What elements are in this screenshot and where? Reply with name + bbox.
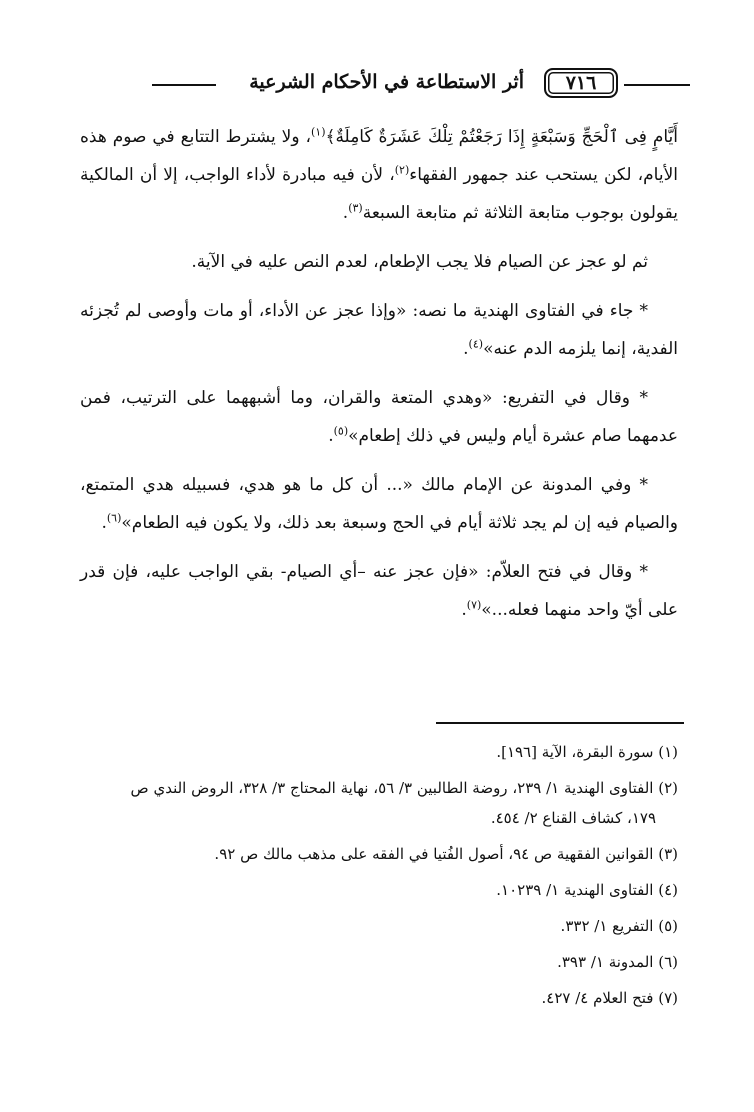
footnote-1: (١) سورة البقرة، الآية [١٩٦]. — [496, 743, 678, 761]
footnote-3: (٣) القوانين الفقهية ص ٩٤، أصول الفُتيا في الفقه على مذهب مالك ص ٩٢. — [214, 845, 678, 863]
page-number: ٧١٦ — [544, 68, 618, 98]
footnote-ref: (٧) — [466, 598, 482, 612]
header-rule-left — [152, 84, 216, 86]
footnote-6: (٦) المدونة ١/ ٣٩٣. — [557, 953, 678, 971]
quran-quote: أَيَّامٍ فِى ٱلْحَجِّ وَسَبْعَةٍ إِذَا رَجَعْتُمْ تِلْكَ عَشَرَةٌ كَامِلَةٌ﴾ — [325, 127, 678, 147]
running-header — [70, 66, 690, 102]
paragraph-4: * وقال في التفريع: «وهدي المتعة والقران، وما أشبههما على الترتيب، فمن عدمهما صام عشرة أيام وليس في ذلك إطعام»$^{(٥)}$. — [80, 388, 678, 446]
paragraph-5: * وفي المدونة عن الإمام مالك «... أن كل ما هو هدي، فسبيله هدي المتمتع، والصيام فيه إن لم يجد ثلاثة أيام في الحج وسبعة بعد ذلك، ولا يكون فيه الطعام»$^{(٦)}$. — [80, 475, 678, 533]
footnote-ref: (٥) — [333, 424, 349, 438]
paragraph-6: * وقال في فتح العلاّم: «فإن عجز عنه –أي الصيام- بقي الواجب عليه، فإن قدر على أيّ واحد منهما فعله...»$^{(٧)}$. — [80, 562, 678, 620]
header-rule-right — [624, 84, 690, 86]
paragraph-3: * جاء في الفتاوى الهندية ما نصه: «وإذا عجز عن الأداء، أو مات وأوصى لم تُجزئه الفدية، إنما يلزمه الدم عنه»$^{(٤)}$. — [80, 301, 678, 359]
footnote-4: (٤) الفتاوى الهندية ١/ ١٠٢٣٩. — [496, 881, 678, 899]
footnote-5: (٥) التفريع ١/ ٣٣٢. — [560, 917, 678, 935]
paragraph-2: ثم لو عجز عن الصيام فلا يجب الإطعام، لعدم النص عليه في الآية. — [191, 252, 648, 272]
footnote-ref: (٢) — [394, 163, 410, 177]
footnote-2: (٢) الفتاوى الهندية ١/ ٢٣٩، روضة الطالبين ٣/ ٥٦، نهاية المحتاج ٣/ ٣٢٨، الروض الندي ص ١٧٩، كشاف القناع ٢/ ٤٥٤. — [130, 779, 678, 827]
paragraph-1: أَيَّامٍ فِى ٱلْحَجِّ وَسَبْعَةٍ إِذَا رَجَعْتُمْ تِلْكَ عَشَرَةٌ كَامِلَةٌ﴾$^{(١)}$، ولا يشترط التتابع في صوم هذه الأيام، لكن يستحب عند جمهور الفقهاء$^{(٢)}$، لأن فيه مبادرة لأداء الواجب، إلا أن المالكية يقولون بوجوب متابعة الثلاثة ثم متابعة السبعة$^{(٣)}$. — [80, 125, 678, 223]
footnote-separator — [436, 722, 684, 724]
footnote-ref: (٣) — [348, 201, 363, 215]
header-title: أثر الاستطاعة في الأحكام الشرعية — [249, 71, 524, 93]
body-text — [80, 118, 678, 629]
footnote-ref: (٤) — [468, 337, 484, 351]
footnotes — [80, 737, 678, 1019]
footnote-7: (٧) فتح العلام ٤/ ٤٢٧. — [541, 989, 678, 1007]
footnote-ref: (٦) — [106, 511, 122, 525]
footnote-2-continuation: ١٧٩، كشاف القناع ٢/ ٤٥٤. — [490, 809, 656, 827]
footnote-ref: (١) — [310, 125, 326, 139]
